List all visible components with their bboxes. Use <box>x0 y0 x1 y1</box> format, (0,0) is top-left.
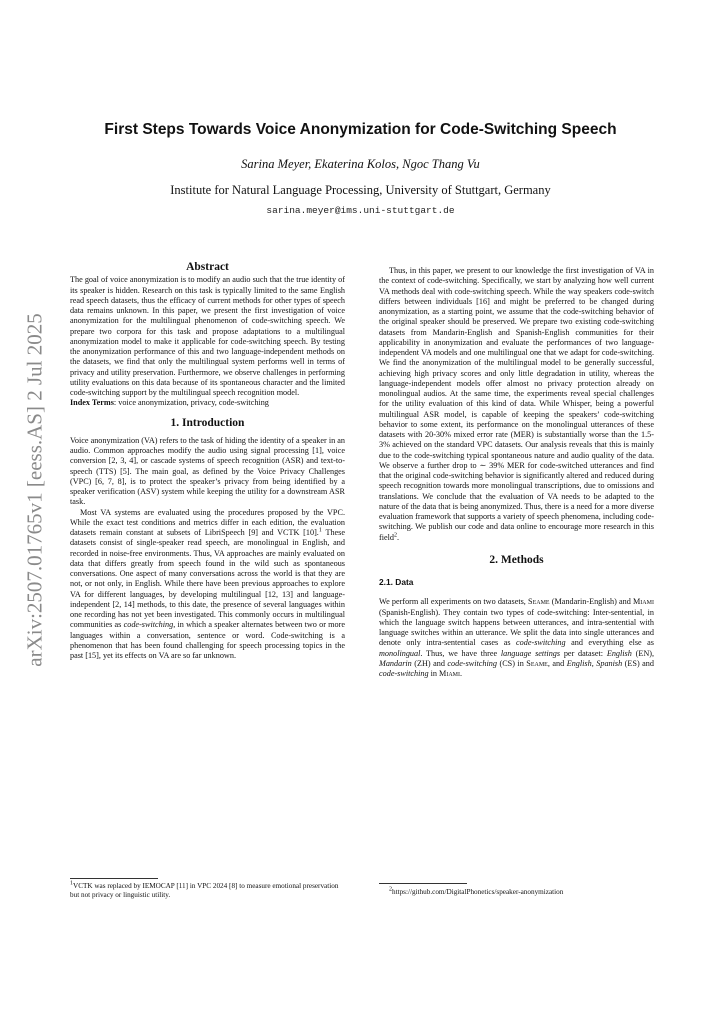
term-code-switching: code-switching <box>516 638 566 648</box>
footnote-2-num: 2 <box>389 886 392 893</box>
footnote-2[interactable] <box>389 888 664 897</box>
right-paragraph-1 <box>379 266 654 543</box>
abstract-text: The goal of voice anonymization is to modify an audio such that the true identity of its speaker is hidden. Research on this task is typically limited to the same English read speech datasets, thus the efficacy of current methods for other types of speech data remains unknown. In this paper, we present the first investigation of voice anonymization for the multilingual phenomenon of code-switching speech. We prepare two corpora for this task and propose adaptations to a multilingual anonymization model to make it applicable for code-switching speech. By testing the anonymization performance of this and two language-independent methods on the datasets, we find that only the multilingual system performs well in terms of privacy and utility preservation. Furthermore, we observe challenges in performing utility evaluations on this data because of its spontaneous character and the limited code-switching support by the multilingual speech recognition model. <box>70 275 345 397</box>
data-p-l: (ES) and <box>622 658 654 668</box>
footnote-2-url[interactable]: https://github.com/DigitalPhonetics/speaker-anonymization <box>392 888 564 896</box>
data-p-a: We perform all experiments on two datasets, <box>379 597 529 607</box>
term-mandarin: Mandarin <box>379 658 412 668</box>
footnote-1-text: VCTK was replaced by IEMOCAP [11] in VPC 2024 [8] to measure emotional preservation but not privacy or linguistic utility. <box>70 882 339 899</box>
dataset-seame-2: Seame <box>526 658 548 668</box>
abstract-heading: Abstract <box>186 261 229 273</box>
footnote-1-num: 1 <box>70 880 73 887</box>
index-terms <box>70 398 345 408</box>
term-english: English <box>606 648 632 658</box>
intro-p2-b: These datasets consist of single-speaker read speech, are monolingual in English, and recorded in noise-free environments. Thus, VA approaches are mainly evaluated on data that differs greatly from speech found in the wild such as spontaneous conversations. One aspect of many conversations across the world is that they are not, or not only, in English. While there have been previous approaches to explore VA for different languages, by developing multilingual [12, 13] and language-independent [2, 14] methods, to this date, the presence of several languages within one recording has not yet been investigated. This commonly occurs in multilingual communities as <box>70 528 345 630</box>
data-p-h: (ZH) and <box>411 658 448 668</box>
data-p-m: in <box>428 669 440 678</box>
footnote-ref-1: 1 <box>318 527 322 534</box>
term-language-settings: language settings <box>500 648 561 658</box>
term-monolingual: monolingual <box>379 648 421 658</box>
data-p-j: , and <box>547 658 567 668</box>
methods-heading: 2. Methods <box>489 553 544 566</box>
intro-paragraph-1: Voice anonymization (VA) refers to the task of hiding the identity of a speaker in an audio. Common approaches modify the audio using signal processing [1], voice conversion [2, 3, 4], or cascade systems of speech recognition (ASR) and text-to-speech (TTS) [5]. The main goal, as defined by the Voice Privacy Challenges (VPC) [6, 7, 8], is to protect the speaker’s privacy from being identified by a speaker verification (ASV) system while keeping the utility for a downstream ASR task. <box>70 435 345 507</box>
dataset-seame: Seame <box>528 597 550 607</box>
term-spanish: Spanish <box>596 658 623 668</box>
right-p1-text: Thus, in this paper, we present to our knowledge the first investigation of VA in the context of code-switching. Specifically, we start by analyzing how well current VA methods deal with code-switching speech. While the way speakers code-switch differs between individuals [16] and might be preferred to be changed during anonymization, as a starting point, we assume that the code-switching behavior of the original speaker should be preserved. We prepare two existing code-switching datasets from Mandarin-English and Spanish-English communities for their applicability in anonymization and evaluate the performances of two language-independent VA models and one multilingual one that we adapt for code-switching. We find the anonymization of the multilingual model to be generally successful, achieving high privacy scores and only little degradation in utility, whereas the language-independent models offer almost no privacy protection already on monolingual audios. At the same time, the experiments reveal special challenges for the utility evaluation of this kind of data. While Whisper, being a powerful multilingual ASR model, is capable of keeping the speakers’ code-switching behavior to some extent, its performance on the monolingual utterances of these datasets with 20-30% mixed error rate (MER) is substantially worse than the 1.5-3% achieved on the standard VPC datasets. Our analysis reveals that this is mainly due to the code-switching typical spontaneous nature and audio quality of the data. We observe a further drop to ∼ 39% MER for code-switched utterances and find that the original code-switching behavior is significantly altered and reduced during speech recognition towards more monolingual transcriptions, due to omissions and translations. We conclude that the evaluation of VA needs to be adapted to the nature of the data that is being anonymized. Thus, there is a need for a more diverse evaluation framework that supports a variety of speech phenomena, including code-switching. We publish our code and data online to encourage more research in this field <box>379 266 654 542</box>
authors: Sarina Meyer, Ekaterina Kolos, Ngoc Thang Vu <box>241 157 480 171</box>
data-p-k: , <box>591 658 597 668</box>
data-p-b: (Mandarin-English) and <box>549 597 634 607</box>
dataset-miami: Miami <box>633 597 654 607</box>
term-code-switching-2: code-switching <box>447 658 497 668</box>
arxiv-id: arXiv:2507.01765v1 [eess.AS] 2 Jul 2025 <box>22 313 47 667</box>
arxiv-sidebar <box>20 300 50 680</box>
footnote-1 <box>70 882 345 900</box>
right-column <box>379 266 654 679</box>
data-p-d: and everything else as <box>565 638 654 648</box>
right-p1-end: . <box>397 532 400 542</box>
dataset-miami-2: Miami <box>439 669 460 678</box>
data-p-c: (Spanish-English). They contain two types of code-switching: Inter-sentential, in which the language switch happens between utterances, and intra-sentential with language switches within an utterance. We split the data into single utterances and denote only intra-sentential cases as <box>379 607 654 648</box>
email[interactable]: sarina.meyer@ims.uni-stuttgart.de <box>266 205 455 216</box>
term-english-2: English <box>566 658 592 668</box>
intro-p2-a: Most VA systems are evaluated using the procedures proposed by the VPC. While the exact test conditions and metrics differ in each edition, the evaluation datasets remain constant at subsets of LibriSpeech [9] and VCTK [10]. <box>70 507 345 537</box>
intro-paragraph-2 <box>70 508 345 662</box>
paper-title: First Steps Towards Voice Anonymization for Code-Switching Speech <box>104 121 617 138</box>
intro-p2-c: , in which a speaker alternates between two or more languages within a conversation, sentence or word. Code-switching is a phenomenon that has been found challenging for speech processing topics in the past [15], yet its effects on VA are so far unknown. <box>70 620 345 660</box>
term-code-switching-3: code-switching <box>379 669 429 678</box>
data-p-f: per dataset: <box>560 648 607 658</box>
footnote-ref-2: 2 <box>394 531 398 538</box>
affiliation: Institute for Natural Language Processing, University of Stuttgart, Germany <box>170 183 551 197</box>
footnote-rule-right <box>379 883 467 884</box>
index-terms-label: Index Terms <box>70 398 114 408</box>
index-terms-text: : voice anonymization, privacy, code-switching <box>113 398 269 408</box>
data-p-i: (CS) in <box>496 658 527 668</box>
left-column <box>70 262 345 661</box>
intro-heading: 1. Introduction <box>170 416 245 429</box>
data-p-n: . <box>460 669 463 678</box>
data-paragraph <box>379 597 654 679</box>
data-p-g: (EN), <box>631 648 655 658</box>
data-subheading: 2.1. Data <box>379 577 414 587</box>
data-p-e: . Thus, we have three <box>420 648 501 658</box>
intro-p2-italic: code-switching <box>123 620 174 630</box>
footnote-rule-left <box>70 878 158 879</box>
